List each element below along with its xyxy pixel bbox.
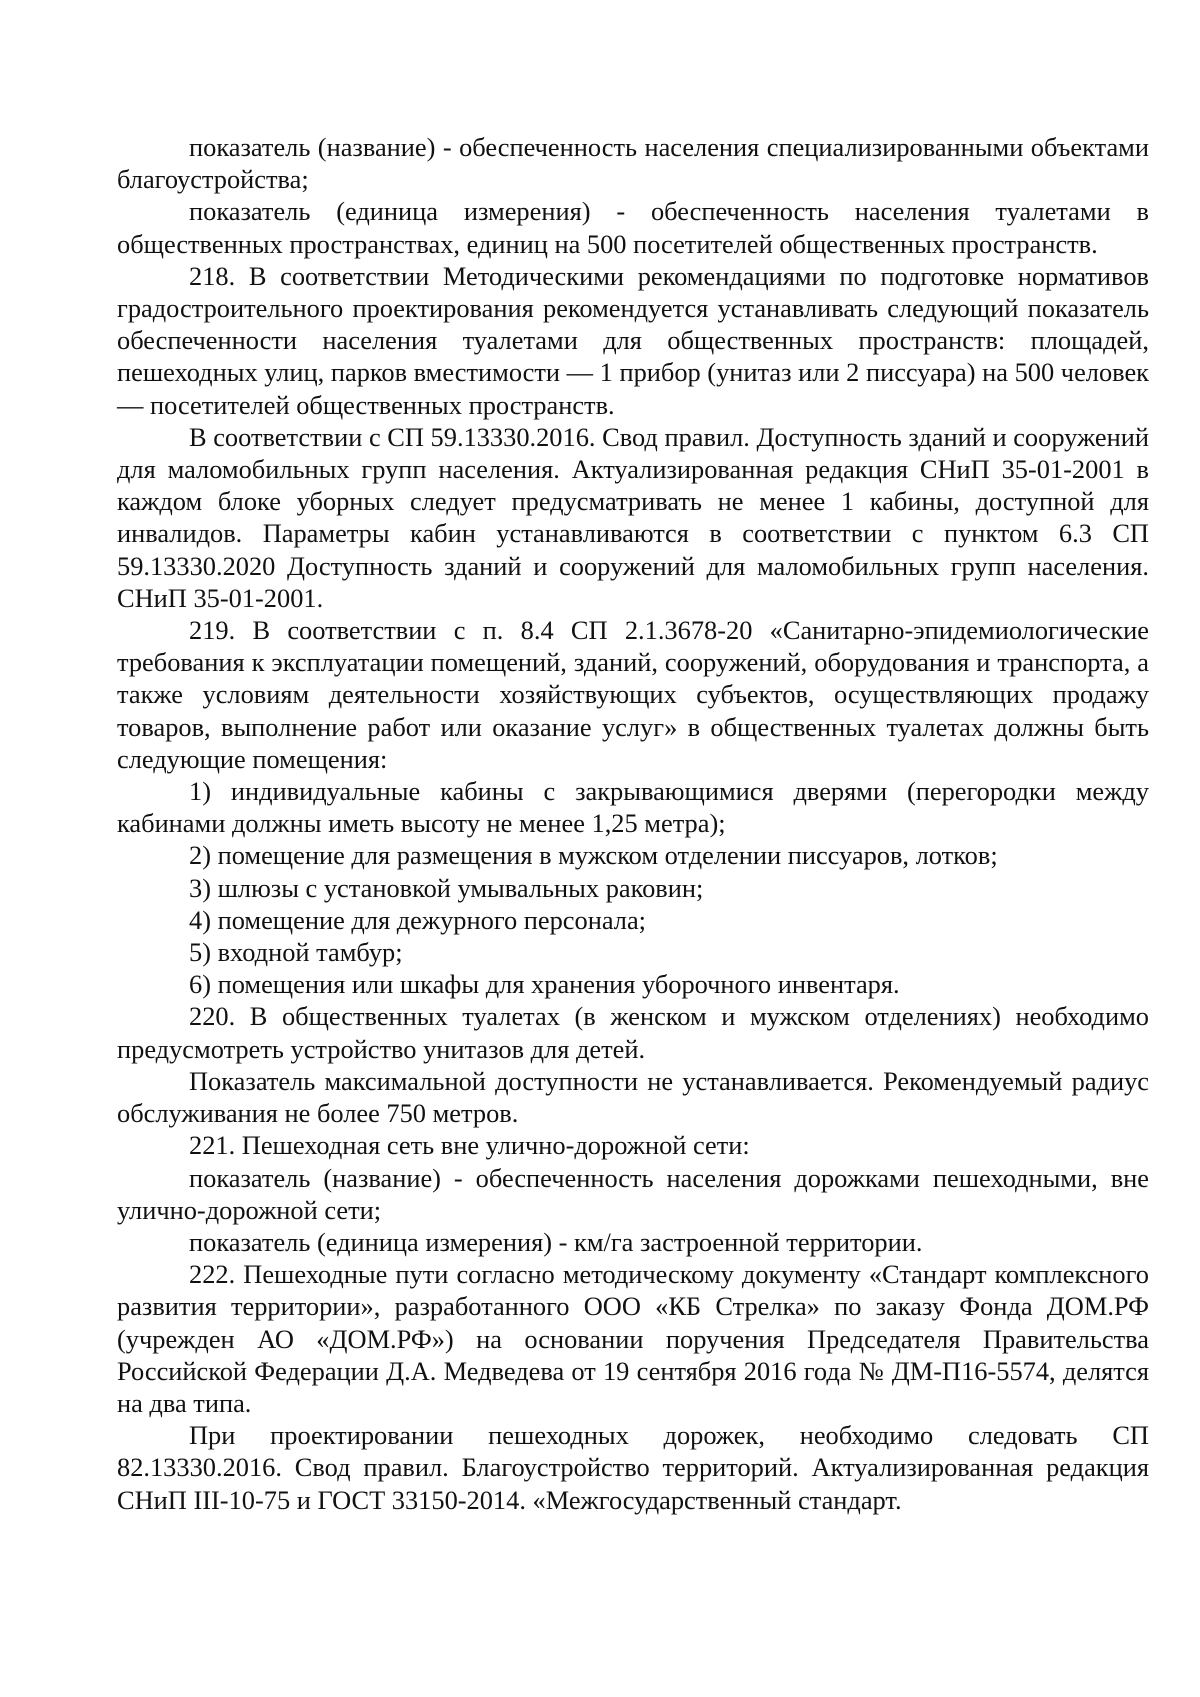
paragraph-indicator-unit-km-ha: показатель (единица измерения) - км/га застроенной территории. — [189, 1226, 923, 1257]
list-item-6: 6) помещения или шкафы для хранения уборочного инвентаря. — [189, 969, 900, 1000]
paragraph-indicator-unit-toilets: показатель (единица измерения) - обеспеченность населения туалетами в общественных пространствах, единиц на 500 посетителей общественных пространств. — [117, 196, 1149, 259]
list-item-5: 5) входной тамбур; — [189, 937, 403, 968]
paragraph-218: 218. В соответствии Методическими рекомендациями по подготовке нормативов градостроительного проектирования рекомендуется устанавливать следующий показатель обеспеченности населения туалетами для общественных пространств: площадей, пешеходных улиц, парков вместимости — 1 прибор (унитаз или 2 писсуара) на 500 человек — посетителей общественных пространств. — [117, 260, 1149, 420]
list-item-3: 3) шлюзы с установкой умывальных раковин; — [189, 872, 704, 903]
list-item-1: 1) индивидуальные кабины с закрывающимися дверями (перегородки между кабинами должны иметь высоту не менее 1,25 метра); — [117, 776, 1149, 839]
paragraph-design-footpaths: При проектировании пешеходных дорожек, необходимо следовать СП 82.13330.2016. Свод правил. Благоустройство территорий. Актуализированная редакция СНиП III-10-75 и ГОСТ 33150-2014. «Межгосударственный стандарт. — [117, 1420, 1149, 1515]
list-item-2: 2) помещение для размещения в мужском отделении писсуаров, лотков; — [189, 840, 998, 871]
paragraph-221: 221. Пешеходная сеть вне улично-дорожной сети: — [189, 1130, 750, 1161]
paragraph-220: 220. В общественных туалетах (в женском и мужском отделениях) необходимо предусмотреть устройство унитазов для детей. — [117, 1001, 1149, 1064]
paragraph-max-accessibility: Показатель максимальной доступности не устанавливается. Рекомендуемый радиус обслуживания не более 750 метров. — [117, 1065, 1149, 1129]
paragraph-sp-59-accessibility: В соответствии с СП 59.13330.2016. Свод правил. Доступность зданий и сооружений для маломобильных групп населения. Актуализированная редакция СНиП 35-01-2001 в каждом блоке уборных следует предусматривать не менее 1 кабины, доступной для инвалидов. Параметры кабин устанавливаются в соответствии с пунктом 6.3 СП 59.13330.2020 Доступность зданий и сооружений для маломобильных групп населения. СНиП 35-01-2001. — [117, 421, 1149, 613]
paragraph-indicator-name-amenities: показатель (название) - обеспеченность населения специализированными объектами благоустройства; — [117, 132, 1149, 195]
document-page — [117, 131, 1149, 1516]
list-item-4: 4) помещение для дежурного персонала; — [189, 904, 647, 935]
paragraph-indicator-name-footpaths: показатель (название) - обеспеченность населения дорожками пешеходными, вне улично-дорожной сети; — [117, 1162, 1149, 1225]
paragraph-222: 222. Пешеходные пути согласно методическому документу «Стандарт комплексного развития территории», разработанного ООО «КБ Стрелка» по заказу Фонда ДОМ.РФ (учрежден АО «ДОМ.РФ») на основании поручения Председателя Правительства Российской Федерации Д.А. Медведева от 19 сентября 2016 года № ДМ-П16-5574, делятся на два типа. — [117, 1259, 1149, 1418]
paragraph-219: 219. В соответствии с п. 8.4 СП 2.1.3678-20 «Санитарно-эпидемиологические требования к эксплуатации помещений, зданий, сооружений, оборудования и транспорта, а также условиям деятельности хозяйствующих субъектов, осуществляющих продажу товаров, выполнение работ или оказание услуг» в общественных туалетах должны быть следующие помещения: — [117, 615, 1149, 774]
